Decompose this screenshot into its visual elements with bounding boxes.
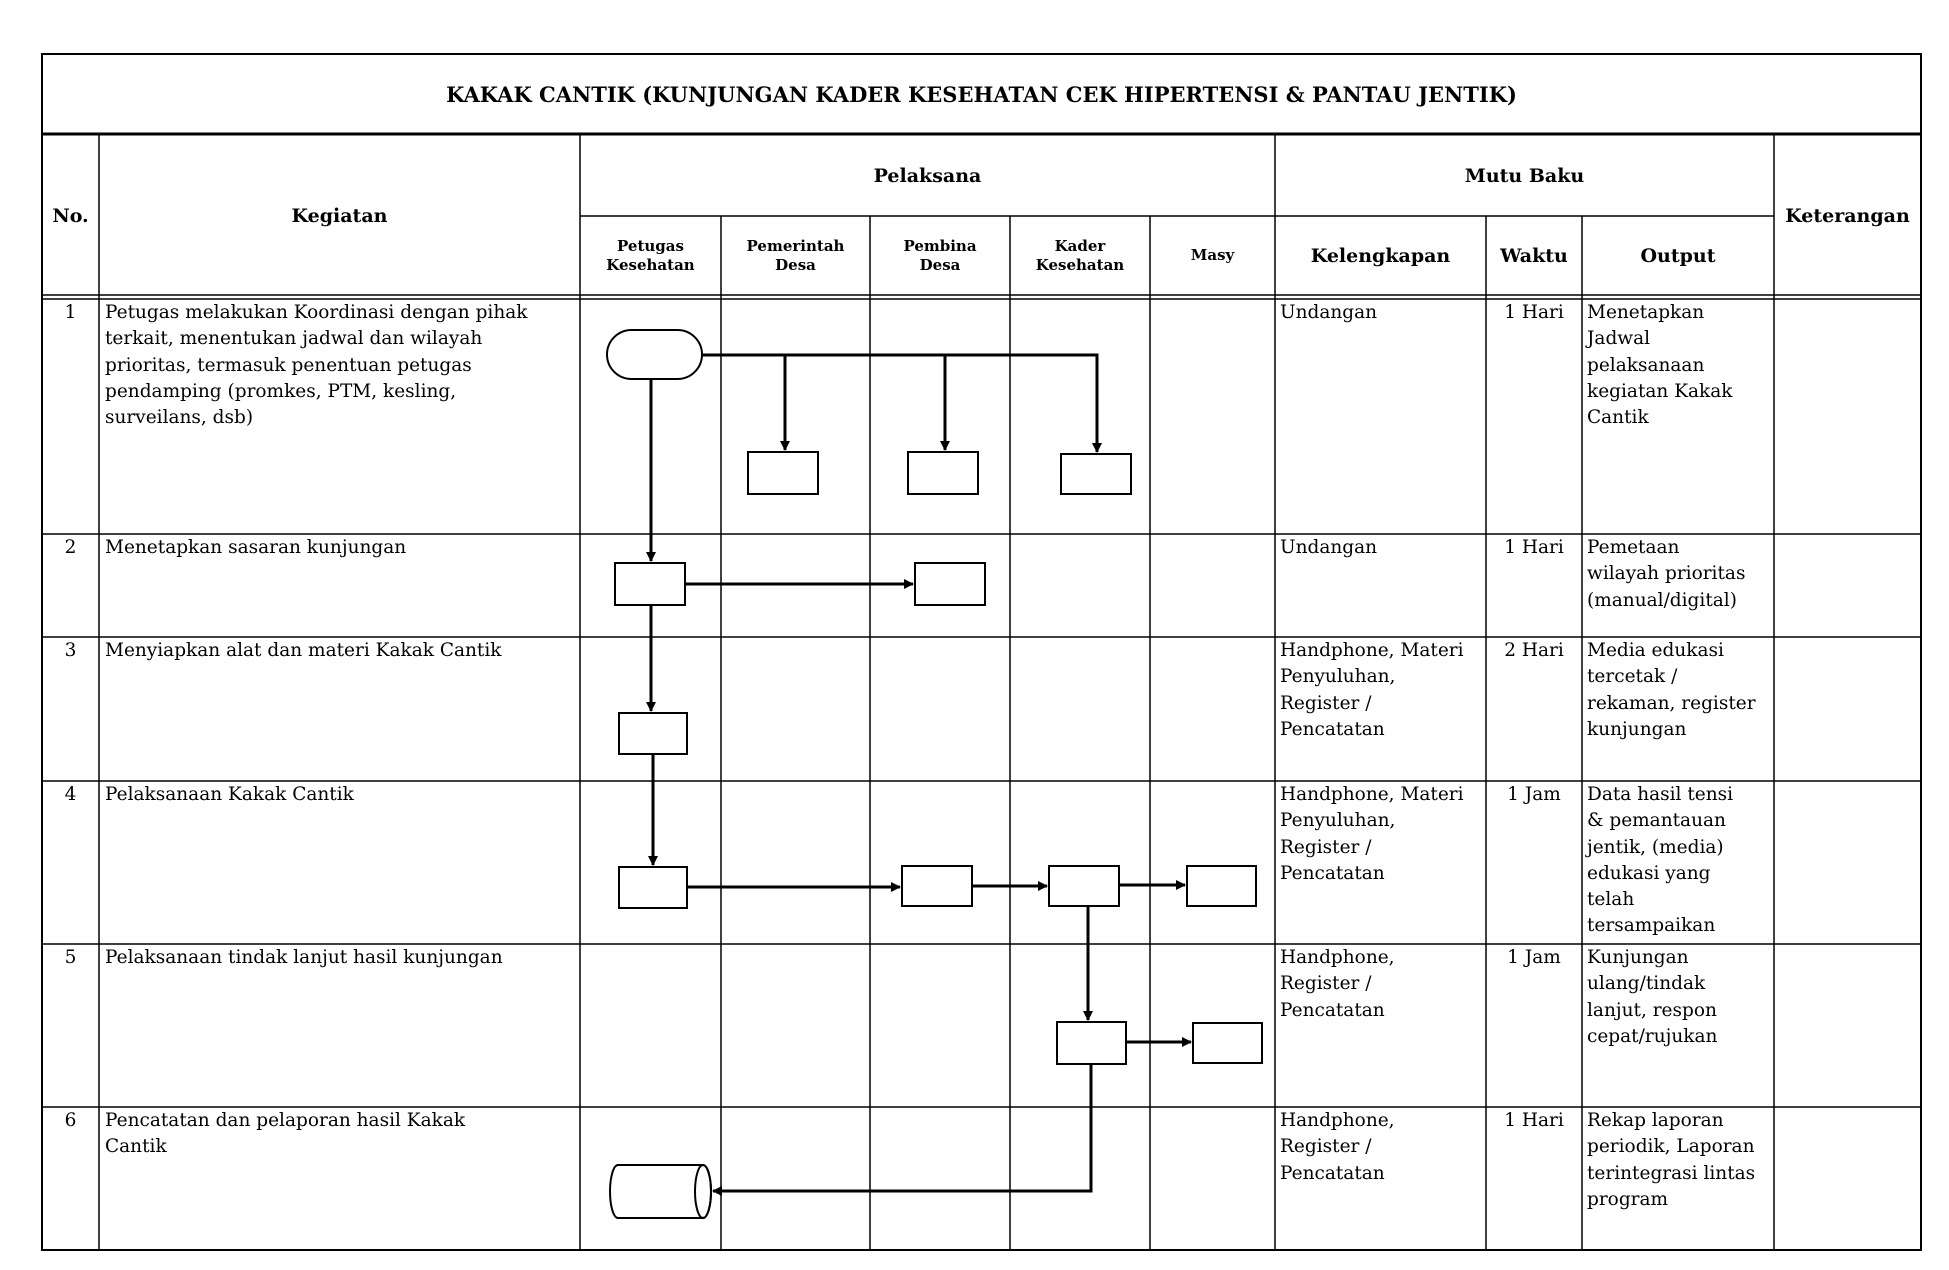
header-kelengkapan: Kelengkapan bbox=[1310, 244, 1451, 267]
flow-process-p4-kader bbox=[1049, 866, 1119, 906]
output-text-line: edukasi yang bbox=[1587, 862, 1711, 884]
activity-text-line: Cantik bbox=[105, 1136, 167, 1158]
flow-process-p1-kader bbox=[1061, 454, 1131, 494]
output-text-line: Rekap laporan bbox=[1587, 1110, 1724, 1131]
waktu-text: 1 Jam bbox=[1507, 784, 1561, 805]
waktu-text: 1 Hari bbox=[1504, 1110, 1564, 1131]
row-number: 6 bbox=[64, 1110, 77, 1131]
output-text-line: Pemetaan bbox=[1587, 537, 1680, 558]
output-text bbox=[1587, 945, 1771, 1050]
output-text bbox=[1587, 300, 1771, 431]
output-text-line: (manual/digital) bbox=[1587, 589, 1737, 611]
kelengkapan-text-line: Pencatatan bbox=[1280, 999, 1385, 1021]
header-actor-masy bbox=[1150, 216, 1275, 295]
output-text-line: jentik, (media) bbox=[1587, 836, 1724, 858]
activity-text-line: Menyiapkan alat dan materi Kakak Cantik bbox=[105, 640, 502, 661]
output-text-line: periodik, Laporan bbox=[1587, 1136, 1755, 1158]
activity-text-line: Menetapkan sasaran kunjungan bbox=[105, 537, 407, 558]
kelengkapan-text-line: Register / bbox=[1280, 973, 1372, 995]
kelengkapan-text bbox=[1280, 782, 1483, 887]
flow-process-p2-pembina bbox=[915, 563, 985, 605]
kelengkapan-text-line: Pencatatan bbox=[1280, 1162, 1385, 1184]
activity-text-line: surveilans, dsb) bbox=[105, 407, 254, 429]
kelengkapan-text-line: Register / bbox=[1280, 1136, 1372, 1158]
header-actor-petugas-kesehatan bbox=[580, 216, 721, 295]
header-actor-kader-kesehatan bbox=[1010, 216, 1150, 295]
kelengkapan-text-line: Penyuluhan, bbox=[1280, 810, 1396, 832]
kelengkapan-text-line: Pencatatan bbox=[1280, 718, 1385, 740]
waktu-text: 2 Hari bbox=[1504, 640, 1564, 661]
page-title: KAKAK CANTIK (KUNJUNGAN KADER KESEHATAN CEK HIPERTENSI & PANTAU JENTIK) bbox=[446, 81, 1517, 107]
output-text-line: telah bbox=[1587, 889, 1635, 911]
header-actor-line: Masy bbox=[1190, 246, 1235, 265]
output-text-line: Kunjungan bbox=[1587, 947, 1689, 968]
flow-terminator-start bbox=[607, 330, 702, 379]
kelengkapan-text bbox=[1280, 638, 1483, 743]
row-number: 4 bbox=[64, 784, 77, 805]
flow-arrow-p5-kader-to-end bbox=[713, 1064, 1091, 1191]
output-text-line: program bbox=[1587, 1188, 1669, 1210]
flow-process-p4-pembina bbox=[902, 866, 972, 906]
kelengkapan-text-line: Undangan bbox=[1280, 537, 1378, 558]
header-actor-line: Desa bbox=[919, 255, 961, 274]
activity-text bbox=[105, 638, 576, 664]
output-text-line: tersampaikan bbox=[1587, 915, 1716, 937]
activity-text bbox=[105, 300, 576, 431]
activity-text-line: Pencatatan dan pelaporan hasil Kakak bbox=[105, 1110, 466, 1131]
kelengkapan-text-line: Undangan bbox=[1280, 302, 1378, 323]
kelengkapan-text-line: Handphone, Materi bbox=[1280, 640, 1464, 661]
flow-arrow-start-to-p1-pembina bbox=[785, 355, 945, 450]
output-text-line: Data hasil tensi bbox=[1587, 784, 1734, 805]
header-actor-line: Kesehatan bbox=[606, 255, 695, 274]
kelengkapan-text-line: Handphone, bbox=[1280, 1110, 1395, 1131]
activity-text bbox=[105, 945, 576, 971]
flow-process-p4-petugas bbox=[619, 867, 687, 908]
output-text-line: wilayah prioritas bbox=[1587, 563, 1746, 585]
flow-arrow-start-to-p1-desa bbox=[702, 355, 785, 450]
kelengkapan-text bbox=[1280, 300, 1483, 326]
activity-text-line: Pelaksanaan Kakak Cantik bbox=[105, 784, 354, 805]
header-pelaksana: Pelaksana bbox=[873, 165, 982, 187]
header-actor-line: Petugas bbox=[617, 236, 684, 255]
row-number: 5 bbox=[64, 947, 77, 968]
waktu-text: 1 Hari bbox=[1504, 537, 1564, 558]
kelengkapan-text-line: Handphone, bbox=[1280, 947, 1395, 968]
output-text-line: kunjungan bbox=[1587, 718, 1687, 740]
activity-text-line: pendamping (promkes, PTM, kesling, bbox=[105, 380, 457, 402]
activity-text-line: Pelaksanaan tindak lanjut hasil kunjungan bbox=[105, 947, 503, 968]
activity-text-line: Petugas melakukan Koordinasi dengan pihak bbox=[105, 302, 528, 323]
kelengkapan-text-line: Register / bbox=[1280, 692, 1372, 714]
activity-text bbox=[105, 1108, 576, 1161]
waktu-text: 1 Jam bbox=[1507, 947, 1561, 968]
header-mutu-baku: Mutu Baku bbox=[1464, 165, 1585, 187]
flow-process-p4-masy bbox=[1187, 866, 1256, 906]
output-text bbox=[1587, 782, 1771, 940]
header-actor-pemerintah-desa bbox=[721, 216, 870, 295]
flow-process-p2-petugas bbox=[615, 563, 685, 605]
output-text bbox=[1587, 1108, 1771, 1213]
output-text-line: terintegrasi lintas bbox=[1587, 1162, 1756, 1184]
output-text-line: pelaksanaan bbox=[1587, 354, 1705, 376]
flow-stored-data-end bbox=[610, 1165, 711, 1218]
kelengkapan-text bbox=[1280, 945, 1483, 1024]
row-number: 3 bbox=[64, 640, 77, 661]
output-text bbox=[1587, 638, 1771, 743]
header-waktu: Waktu bbox=[1500, 244, 1568, 267]
kelengkapan-text bbox=[1280, 1108, 1483, 1187]
header-actor-line: Pemerintah bbox=[746, 236, 845, 255]
header-actor-line: Pembina bbox=[903, 236, 977, 255]
header-actor-line: Desa bbox=[775, 255, 816, 274]
flow-process-p1-desa bbox=[748, 452, 818, 494]
kelengkapan-text-line: Penyuluhan, bbox=[1280, 666, 1396, 688]
flow-process-p3-petugas bbox=[619, 713, 687, 754]
flow-process-p5-masy bbox=[1193, 1023, 1262, 1063]
kelengkapan-text-line: Register / bbox=[1280, 836, 1372, 858]
output-text-line: cepat/rujukan bbox=[1587, 1025, 1718, 1047]
header-output: Output bbox=[1640, 244, 1716, 267]
activity-text bbox=[105, 782, 576, 808]
header-keterangan: Keterangan bbox=[1785, 204, 1910, 227]
output-text-line: Jadwal bbox=[1587, 328, 1651, 350]
output-text-line: Menetapkan bbox=[1587, 302, 1705, 323]
activity-text-line: prioritas, termasuk penentuan petugas bbox=[105, 354, 472, 376]
row-number: 1 bbox=[64, 302, 77, 323]
header-actor-pembina-desa bbox=[870, 216, 1010, 295]
flow-process-p5-kader bbox=[1057, 1022, 1126, 1064]
flow-shapes bbox=[607, 330, 1262, 1218]
output-text-line: Media edukasi bbox=[1587, 640, 1724, 661]
output-text bbox=[1587, 535, 1771, 614]
output-text-line: lanjut, respon bbox=[1587, 999, 1717, 1021]
output-text-line: tercetak / bbox=[1587, 666, 1678, 688]
output-text-line: rekaman, register bbox=[1587, 692, 1756, 714]
output-text-line: kegiatan Kakak bbox=[1587, 380, 1733, 402]
flow-arrow-start-to-p1-kader bbox=[945, 355, 1097, 452]
waktu-text: 1 Hari bbox=[1504, 302, 1564, 323]
row-number: 2 bbox=[64, 537, 77, 558]
header-kegiatan: Kegiatan bbox=[291, 204, 388, 227]
kelengkapan-text-line: Pencatatan bbox=[1280, 862, 1385, 884]
flow-process-p1-pembina bbox=[908, 452, 978, 494]
header-no: No. bbox=[52, 204, 89, 227]
kelengkapan-text bbox=[1280, 535, 1483, 561]
output-text-line: Cantik bbox=[1587, 407, 1649, 429]
kelengkapan-text-line: Handphone, Materi bbox=[1280, 784, 1464, 805]
activity-text bbox=[105, 535, 576, 561]
header-actor-line: Kesehatan bbox=[1035, 255, 1125, 274]
output-text-line: & pemantauan bbox=[1587, 810, 1726, 832]
output-text-line: ulang/tindak bbox=[1587, 973, 1706, 995]
header-actor-line: Kader bbox=[1054, 236, 1106, 255]
activity-text-line: terkait, menentukan jadwal dan wilayah bbox=[105, 328, 483, 350]
